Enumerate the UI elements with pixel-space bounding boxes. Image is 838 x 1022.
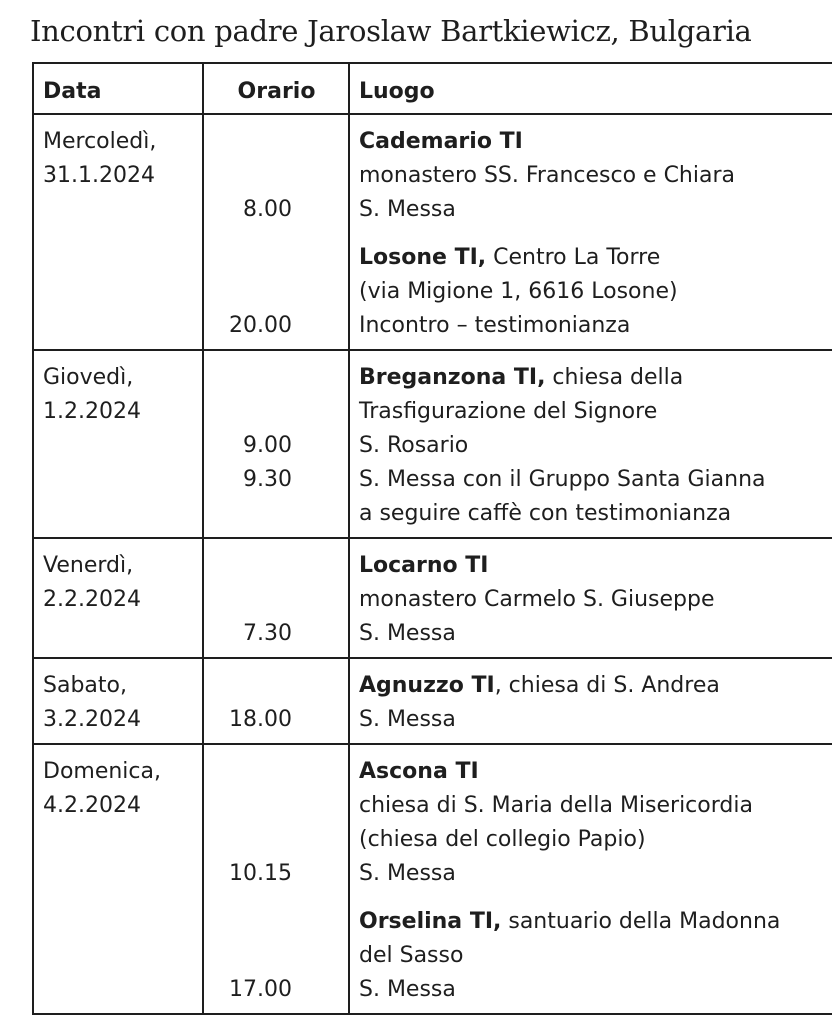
- place-detail: chiesa di S. Maria della Misericordia: [359, 793, 753, 818]
- date-cell: [33, 538, 203, 658]
- place-detail: S. Messa: [359, 861, 456, 886]
- date-cell: [33, 658, 203, 744]
- place-cell: [349, 744, 832, 1014]
- place-line: [359, 125, 824, 159]
- day-name: Venerdì,: [43, 553, 134, 578]
- place-detail: S. Messa: [359, 707, 456, 732]
- place-line: [359, 703, 824, 737]
- place-detail: a seguire caffè con testimonianza: [359, 501, 732, 526]
- place-line: [359, 241, 824, 275]
- event-time: [213, 583, 340, 617]
- place-detail: monastero Carmelo S. Giuseppe: [359, 587, 715, 612]
- time-cell: [203, 538, 349, 658]
- place-line: [359, 549, 824, 583]
- place-line: [359, 755, 824, 789]
- place-detail: santuario della Madonna: [501, 909, 781, 934]
- place-detail: S. Messa: [359, 977, 456, 1002]
- day-date: 3.2.2024: [43, 707, 141, 732]
- place-line: [359, 309, 824, 343]
- header-time: Orario: [203, 63, 349, 114]
- day-name: Domenica,: [43, 759, 161, 784]
- place-detail: , chiesa di S. Andrea: [494, 673, 720, 698]
- day-name: Mercoledì,: [43, 129, 157, 154]
- time-cell: [203, 350, 349, 538]
- date-cell: [33, 114, 203, 350]
- place-line: [359, 497, 824, 531]
- event-time: 17.00: [229, 977, 292, 1002]
- event-time: [213, 497, 340, 531]
- place-line: [359, 669, 824, 703]
- event-time: [213, 905, 340, 939]
- place-cell: [349, 114, 832, 350]
- event-time: 9.00: [243, 433, 292, 458]
- event-time: [213, 395, 340, 429]
- place-detail: S. Messa: [359, 197, 456, 222]
- location-name: Cademario TI: [359, 129, 523, 154]
- schedule-row: [33, 658, 832, 744]
- place-detail: S. Rosario: [359, 433, 469, 458]
- location-name: Breganzona TI,: [359, 365, 546, 390]
- place-line: [359, 583, 824, 617]
- place-detail: Centro La Torre: [486, 245, 661, 270]
- place-line: [359, 857, 824, 891]
- place-detail: S. Messa con il Gruppo Santa Gianna: [359, 467, 766, 492]
- event-time: [213, 939, 340, 973]
- time-cell: [203, 744, 349, 1014]
- event-time: [213, 159, 340, 193]
- place-line: [359, 361, 824, 395]
- event-time: [213, 275, 340, 309]
- day-name: Giovedì,: [43, 365, 134, 390]
- location-name: Orselina TI,: [359, 909, 502, 934]
- event-time: [213, 823, 340, 857]
- place-line: [359, 617, 824, 651]
- place-detail: chiesa della: [545, 365, 684, 390]
- header-place: Luogo: [349, 63, 832, 114]
- day-date: 2.2.2024: [43, 587, 141, 612]
- event-time: 20.00: [229, 313, 292, 338]
- location-name: Locarno TI: [359, 553, 489, 578]
- header-row: [33, 63, 832, 114]
- place-detail: S. Messa: [359, 621, 456, 646]
- place-detail: del Sasso: [359, 943, 464, 968]
- day-date: 31.1.2024: [43, 163, 155, 188]
- place-line: [359, 429, 824, 463]
- event-time: [213, 669, 340, 703]
- place-detail: monastero SS. Francesco e Chiara: [359, 163, 735, 188]
- event-time: [213, 549, 340, 583]
- date-cell: [33, 350, 203, 538]
- event-time: [213, 125, 340, 159]
- place-line: [359, 463, 824, 497]
- place-line: [359, 193, 824, 227]
- event-time: [213, 361, 340, 395]
- event-time: 10.15: [229, 861, 292, 886]
- event-time: [213, 789, 340, 823]
- schedule-table: [32, 62, 832, 1015]
- schedule-row: [33, 350, 832, 538]
- place-line: [359, 395, 824, 429]
- location-name: Agnuzzo TI: [359, 673, 495, 698]
- place-cell: [349, 350, 832, 538]
- place-line: [359, 159, 824, 193]
- event-time: 7.30: [243, 621, 292, 646]
- schedule-row: [33, 744, 832, 1014]
- event-time: [213, 755, 340, 789]
- place-line: [359, 789, 824, 823]
- event-time: 18.00: [229, 707, 292, 732]
- event-time: 9.30: [243, 467, 292, 492]
- event-time: [213, 241, 340, 275]
- schedule-row: [33, 538, 832, 658]
- place-line: [359, 939, 824, 973]
- place-detail: Trasfigurazione del Signore: [359, 399, 658, 424]
- place-line: [359, 823, 824, 857]
- place-line: [359, 905, 824, 939]
- place-detail: (via Migione 1, 6616 Losone): [359, 279, 678, 304]
- place-cell: [349, 658, 832, 744]
- schedule-body: [33, 114, 832, 1014]
- header-date: Data: [33, 63, 203, 114]
- day-date: 4.2.2024: [43, 793, 141, 818]
- place-cell: [349, 538, 832, 658]
- location-name: Losone TI,: [359, 245, 487, 270]
- page-title: Incontri con padre Jaroslaw Bartkiewicz, Bulgaria: [30, 14, 752, 48]
- date-cell: [33, 744, 203, 1014]
- event-time: 8.00: [243, 197, 292, 222]
- place-line: [359, 275, 824, 309]
- place-detail: Incontro – testimonianza: [359, 313, 631, 338]
- time-cell: [203, 114, 349, 350]
- place-detail: (chiesa del collegio Papio): [359, 827, 646, 852]
- day-name: Sabato,: [43, 673, 127, 698]
- time-cell: [203, 658, 349, 744]
- schedule-row: [33, 114, 832, 350]
- place-line: [359, 973, 824, 1007]
- day-date: 1.2.2024: [43, 399, 141, 424]
- location-name: Ascona TI: [359, 759, 479, 784]
